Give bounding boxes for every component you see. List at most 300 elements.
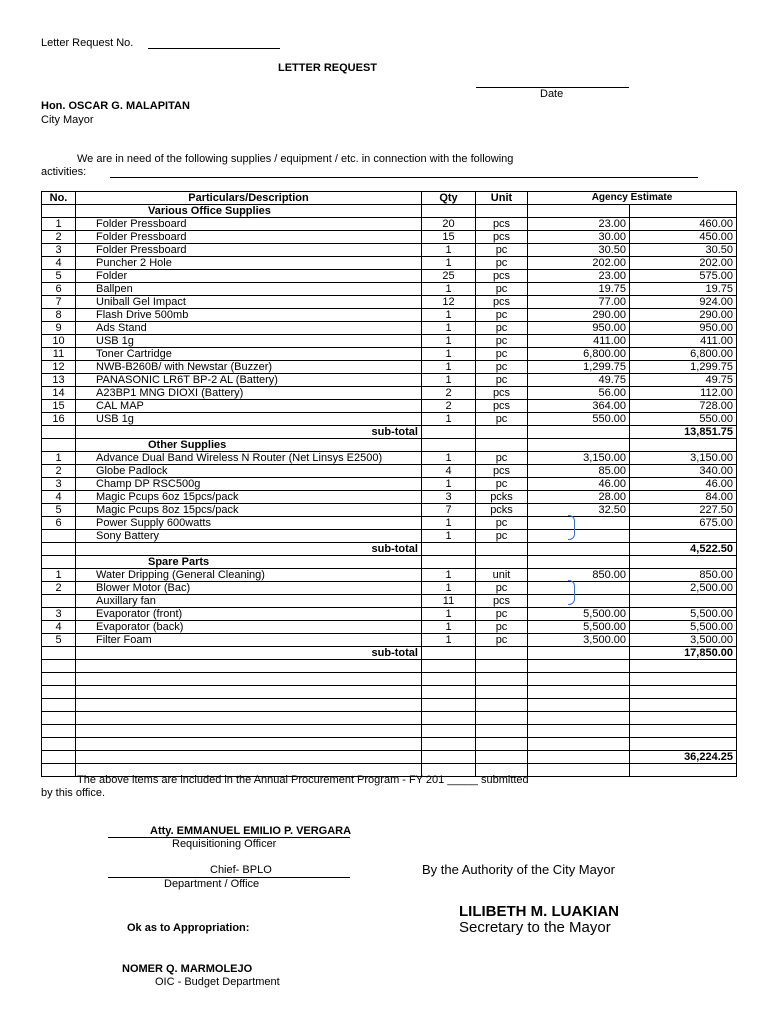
blank-row: [42, 712, 737, 725]
item-description: Filter Foam: [76, 634, 422, 647]
item-qty: 1: [422, 309, 476, 322]
table-header-row: [42, 192, 737, 205]
item-total: 3,500.00: [630, 634, 737, 647]
item-unit: pcs: [476, 595, 528, 608]
table-row: [42, 296, 737, 309]
blank-cell: [76, 699, 422, 712]
blank-cell: [422, 660, 476, 673]
item-no: 10: [42, 335, 76, 348]
item-no: 3: [42, 244, 76, 257]
blank-cell: [76, 725, 422, 738]
item-description: A23BP1 MNG DIOXI (Battery): [76, 387, 422, 400]
section-header-row: [42, 556, 737, 569]
blank-cell: [528, 673, 630, 686]
blank-cell: [422, 712, 476, 725]
total-cell: [630, 205, 737, 218]
price-cell: [528, 426, 630, 439]
blank-cell: [476, 712, 528, 725]
item-qty: 1: [422, 348, 476, 361]
item-no: 5: [42, 270, 76, 283]
item-qty: 11: [422, 595, 476, 608]
blank-cell: [422, 686, 476, 699]
item-total: 924.00: [630, 296, 737, 309]
table-row: [42, 374, 737, 387]
no-cell: [42, 543, 76, 556]
item-qty: 25: [422, 270, 476, 283]
unit-cell: [476, 647, 528, 660]
blank-cell: [476, 686, 528, 699]
item-unit: pcs: [476, 296, 528, 309]
price-cell: [528, 205, 630, 218]
item-description: Folder: [76, 270, 422, 283]
subtotal-row: [42, 543, 737, 556]
item-description: Sony Battery: [76, 530, 422, 543]
item-unit-price: 3,150.00: [528, 452, 630, 465]
blank-cell: [422, 751, 476, 764]
qty-cell: [422, 439, 476, 452]
unit-cell: [476, 426, 528, 439]
item-description: Blower Motor (Bac): [76, 582, 422, 595]
item-description: Folder Pressboard: [76, 218, 422, 231]
item-no: 16: [42, 413, 76, 426]
blank-cell: [42, 751, 76, 764]
blank-cell: [42, 673, 76, 686]
subtotal-value: 4,522.50: [630, 543, 737, 556]
authority-text: By the Authority of the City Mayor: [422, 862, 615, 877]
item-no: 1: [42, 569, 76, 582]
item-unit: pcs: [476, 231, 528, 244]
item-qty: 1: [422, 608, 476, 621]
blank-cell: [630, 686, 737, 699]
unit-cell: [476, 205, 528, 218]
blank-cell: [528, 712, 630, 725]
item-qty: 2: [422, 387, 476, 400]
item-unit-price: 85.00: [528, 465, 630, 478]
item-unit: unit: [476, 569, 528, 582]
item-unit: pcs: [476, 387, 528, 400]
table-row: [42, 608, 737, 621]
blank-cell: [528, 660, 630, 673]
no-cell: [42, 556, 76, 569]
item-qty: 2: [422, 400, 476, 413]
item-description: Magic Pcups 6oz 15pcs/pack: [76, 491, 422, 504]
item-unit: pcks: [476, 491, 528, 504]
secretary-title: Secretary to the Mayor: [459, 919, 611, 936]
col-qty-header: Qty: [422, 192, 476, 205]
requisitioner-name: Atty. EMMANUEL EMILIO P. VERGARA: [150, 825, 352, 837]
item-no: 6: [42, 517, 76, 530]
item-unit: pcs: [476, 270, 528, 283]
item-no: 1: [42, 452, 76, 465]
item-unit: pc: [476, 582, 528, 595]
section-header-row: [42, 205, 737, 218]
section-header-row: [42, 439, 737, 452]
price-cell: [528, 439, 630, 452]
item-qty: 4: [422, 465, 476, 478]
subtotal-row: [42, 426, 737, 439]
item-total: [630, 595, 737, 608]
unit-cell: [476, 543, 528, 556]
item-unit-price: 23.00: [528, 270, 630, 283]
item-total: 411.00: [630, 335, 737, 348]
blank-cell: [476, 673, 528, 686]
item-unit: pc: [476, 374, 528, 387]
item-description: Toner Cartridge: [76, 348, 422, 361]
letter-request-no-label: Letter Request No.: [41, 37, 134, 49]
table-row: [42, 595, 737, 608]
item-total: 227.50: [630, 504, 737, 517]
item-unit: pc: [476, 361, 528, 374]
item-unit: pc: [476, 283, 528, 296]
item-qty: 20: [422, 218, 476, 231]
budget-officer-name: NOMER Q. MARMOLEJO: [122, 963, 253, 975]
item-no: 4: [42, 491, 76, 504]
item-total: 290.00: [630, 309, 737, 322]
item-total: 46.00: [630, 478, 737, 491]
table-row: [42, 504, 737, 517]
item-qty: 7: [422, 504, 476, 517]
table-row: [42, 582, 737, 595]
item-description: Puncher 2 Hole: [76, 257, 422, 270]
item-description: Advance Dual Band Wireless N Router (Net Linsys E2500): [76, 452, 422, 465]
chief-label: Chief- BPLO: [210, 864, 272, 876]
bracket-spare-parts: [568, 580, 575, 605]
item-unit-price: 202.00: [528, 257, 630, 270]
item-description: Ballpen: [76, 283, 422, 296]
table-row: [42, 348, 737, 361]
total-cell: [630, 556, 737, 569]
item-no: 15: [42, 400, 76, 413]
qty-cell: [422, 556, 476, 569]
item-qty: 1: [422, 283, 476, 296]
intro-line-2: activities:: [41, 166, 87, 178]
blank-cell: [476, 725, 528, 738]
blank-cell: [422, 738, 476, 751]
letter-request-no-field[interactable]: [148, 48, 280, 49]
item-description: Folder Pressboard: [76, 231, 422, 244]
blank-cell: [528, 751, 630, 764]
blank-cell: [76, 673, 422, 686]
item-total: 19.75: [630, 283, 737, 296]
blank-cell: [76, 686, 422, 699]
blank-cell: [630, 699, 737, 712]
grand-total-value: 36,224.25: [630, 751, 737, 764]
item-no: 3: [42, 478, 76, 491]
table-row: [42, 413, 737, 426]
item-unit: pcks: [476, 504, 528, 517]
item-qty: 1: [422, 517, 476, 530]
item-qty: 1: [422, 621, 476, 634]
price-cell: [528, 647, 630, 660]
item-unit-price: 19.75: [528, 283, 630, 296]
addressee-title: City Mayor: [41, 114, 94, 126]
item-unit-price: 30.00: [528, 231, 630, 244]
department-label: Department / Office: [164, 878, 260, 890]
item-qty: 1: [422, 244, 476, 257]
item-description: Folder Pressboard: [76, 244, 422, 257]
item-total: 1,299.75: [630, 361, 737, 374]
blank-cell: [630, 738, 737, 751]
blank-cell: [42, 699, 76, 712]
item-no: 4: [42, 621, 76, 634]
item-description: CAL MAP: [76, 400, 422, 413]
item-no: [42, 595, 76, 608]
table-row: [42, 244, 737, 257]
item-description: Auxillary fan: [76, 595, 422, 608]
activities-field[interactable]: [110, 177, 698, 178]
item-total: 575.00: [630, 270, 737, 283]
table-row: [42, 491, 737, 504]
blank-row: [42, 660, 737, 673]
item-no: 13: [42, 374, 76, 387]
item-unit-price: 30.50: [528, 244, 630, 257]
blank-cell: [476, 738, 528, 751]
blank-cell: [528, 764, 630, 777]
budget-officer-title: OIC - Budget Department: [155, 976, 280, 988]
table-row: [42, 465, 737, 478]
table-row: [42, 309, 737, 322]
item-description: Champ DP RSC500g: [76, 478, 422, 491]
item-description: Power Supply 600watts: [76, 517, 422, 530]
col-no-header: No.: [42, 192, 76, 205]
table-row: [42, 257, 737, 270]
blank-cell: [42, 686, 76, 699]
item-unit-price: 6,800.00: [528, 348, 630, 361]
table-row: [42, 530, 737, 543]
table-row: [42, 400, 737, 413]
table-row: [42, 517, 737, 530]
blank-row: [42, 673, 737, 686]
item-unit-price: 23.00: [528, 218, 630, 231]
item-total: 850.00: [630, 569, 737, 582]
item-qty: 1: [422, 413, 476, 426]
item-no: 12: [42, 361, 76, 374]
item-qty: 1: [422, 582, 476, 595]
blank-cell: [422, 699, 476, 712]
item-no: 14: [42, 387, 76, 400]
item-total: 84.00: [630, 491, 737, 504]
item-unit-price: 5,500.00: [528, 608, 630, 621]
subtotal-value: 17,850.00: [630, 647, 737, 660]
item-total: 6,800.00: [630, 348, 737, 361]
item-no: 11: [42, 348, 76, 361]
app-note-line-2: by this office.: [41, 787, 105, 799]
item-unit-price: 32.50: [528, 504, 630, 517]
item-description: Uniball Gel Impact: [76, 296, 422, 309]
item-description: USB 1g: [76, 413, 422, 426]
date-label: Date: [540, 88, 564, 100]
table-row: [42, 218, 737, 231]
item-unit-price: [528, 517, 630, 530]
item-unit-price: 411.00: [528, 335, 630, 348]
item-qty: 12: [422, 296, 476, 309]
blank-cell: [76, 712, 422, 725]
price-cell: [528, 543, 630, 556]
item-total: 202.00: [630, 257, 737, 270]
item-unit: pc: [476, 244, 528, 257]
item-unit-price: 850.00: [528, 569, 630, 582]
item-unit-price: 56.00: [528, 387, 630, 400]
item-qty: 1: [422, 634, 476, 647]
item-qty: 1: [422, 361, 476, 374]
no-cell: [42, 439, 76, 452]
blank-cell: [630, 660, 737, 673]
item-total: 950.00: [630, 322, 737, 335]
no-cell: [42, 205, 76, 218]
item-unit: pc: [476, 257, 528, 270]
blank-cell: [42, 660, 76, 673]
item-unit-price: 5,500.00: [528, 621, 630, 634]
item-unit: pc: [476, 348, 528, 361]
item-unit-price: [528, 595, 630, 608]
item-total: 340.00: [630, 465, 737, 478]
item-unit: pc: [476, 309, 528, 322]
item-qty: 1: [422, 452, 476, 465]
item-description: Ads Stand: [76, 322, 422, 335]
requisitioner-title: Requisitioning Officer: [172, 838, 277, 850]
app-note-line-1: The above items are included in the Annual Procurement Program - FY 201 _____ submitted: [77, 774, 529, 786]
section-title: Spare Parts: [76, 556, 422, 569]
item-unit: pc: [476, 452, 528, 465]
item-unit: pcs: [476, 218, 528, 231]
table-row: [42, 478, 737, 491]
item-qty: 1: [422, 569, 476, 582]
item-qty: 3: [422, 491, 476, 504]
blank-row: [42, 738, 737, 751]
item-total: 675.00: [630, 517, 737, 530]
qty-cell: [422, 543, 476, 556]
addressee-name: Hon. OSCAR G. MALAPITAN: [41, 100, 190, 112]
table-row: [42, 387, 737, 400]
item-description: Water Dripping (General Cleaning): [76, 569, 422, 582]
table-row: [42, 452, 737, 465]
subtotal-label: sub-total: [76, 647, 422, 660]
total-cell: [630, 439, 737, 452]
unit-cell: [476, 439, 528, 452]
table-row: [42, 335, 737, 348]
blank-cell: [476, 660, 528, 673]
item-no: 5: [42, 634, 76, 647]
item-no: 7: [42, 296, 76, 309]
item-no: 9: [42, 322, 76, 335]
unit-cell: [476, 556, 528, 569]
item-total: 460.00: [630, 218, 737, 231]
item-unit: pc: [476, 634, 528, 647]
item-unit-price: [528, 530, 630, 543]
blank-cell: [42, 712, 76, 725]
blank-cell: [528, 699, 630, 712]
blank-cell: [476, 751, 528, 764]
item-no: 5: [42, 504, 76, 517]
item-description: Magic Pcups 8oz 15pcs/pack: [76, 504, 422, 517]
item-description: USB 1g: [76, 335, 422, 348]
item-no: 2: [42, 465, 76, 478]
item-unit: pc: [476, 335, 528, 348]
table-row: [42, 621, 737, 634]
item-description: NWB-B260B/ with Newstar (Buzzer): [76, 361, 422, 374]
item-no: 2: [42, 231, 76, 244]
blank-cell: [528, 738, 630, 751]
blank-row: [42, 699, 737, 712]
item-description: Globe Padlock: [76, 465, 422, 478]
item-qty: 1: [422, 322, 476, 335]
grand-total-row: [42, 751, 737, 764]
table-row: [42, 270, 737, 283]
item-total: [630, 530, 737, 543]
page-title: LETTER REQUEST: [278, 62, 378, 74]
blank-cell: [476, 699, 528, 712]
item-no: [42, 530, 76, 543]
blank-cell: [630, 673, 737, 686]
item-qty: 15: [422, 231, 476, 244]
requisition-table: [41, 191, 737, 777]
item-unit: pc: [476, 413, 528, 426]
table-row: [42, 569, 737, 582]
no-cell: [42, 647, 76, 660]
item-total: 5,500.00: [630, 608, 737, 621]
table-row: [42, 231, 737, 244]
item-total: 3,150.00: [630, 452, 737, 465]
item-total: 450.00: [630, 231, 737, 244]
table-row: [42, 322, 737, 335]
blank-row: [42, 725, 737, 738]
bracket-other-supplies: [568, 515, 575, 540]
table-row: [42, 361, 737, 374]
item-unit-price: 77.00: [528, 296, 630, 309]
item-unit: pc: [476, 478, 528, 491]
blank-cell: [630, 764, 737, 777]
item-unit-price: 3,500.00: [528, 634, 630, 647]
blank-row: [42, 686, 737, 699]
subtotal-value: 13,851.75: [630, 426, 737, 439]
qty-cell: [422, 205, 476, 218]
item-no: 8: [42, 309, 76, 322]
table-row: [42, 283, 737, 296]
item-qty: 1: [422, 374, 476, 387]
blank-cell: [76, 660, 422, 673]
subtotal-label: sub-total: [76, 426, 422, 439]
item-qty: 1: [422, 257, 476, 270]
item-no: 6: [42, 283, 76, 296]
item-unit-price: 364.00: [528, 400, 630, 413]
item-total: 550.00: [630, 413, 737, 426]
table-body: [42, 205, 737, 777]
section-title: Other Supplies: [76, 439, 422, 452]
col-particulars-header: Particulars/Description: [76, 192, 422, 205]
item-unit: pc: [476, 517, 528, 530]
col-estimate-header: Agency Estimate: [528, 192, 737, 205]
item-total: 2,500.00: [630, 582, 737, 595]
blank-cell: [76, 751, 422, 764]
item-unit-price: 290.00: [528, 309, 630, 322]
item-no: 1: [42, 218, 76, 231]
item-no: 3: [42, 608, 76, 621]
secretary-name: LILIBETH M. LUAKIAN: [459, 903, 619, 920]
blank-cell: [422, 725, 476, 738]
item-unit: pc: [476, 608, 528, 621]
blank-cell: [42, 764, 76, 777]
blank-cell: [528, 725, 630, 738]
item-unit: pcs: [476, 400, 528, 413]
item-unit: pc: [476, 322, 528, 335]
item-description: Evaporator (front): [76, 608, 422, 621]
blank-cell: [630, 725, 737, 738]
subtotal-row: [42, 647, 737, 660]
blank-cell: [422, 673, 476, 686]
item-total: 5,500.00: [630, 621, 737, 634]
blank-cell: [630, 712, 737, 725]
no-cell: [42, 426, 76, 439]
